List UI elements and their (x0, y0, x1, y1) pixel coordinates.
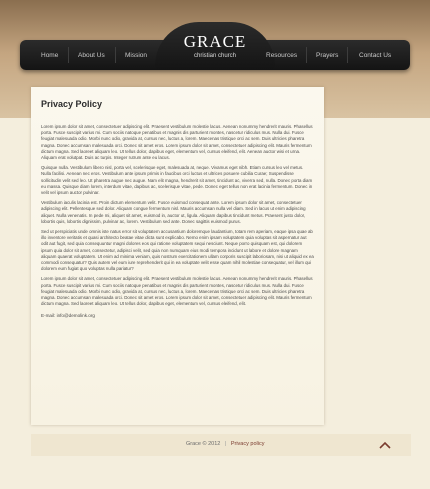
nav-item-contact-us[interactable]: Contact Us (359, 52, 392, 59)
nav-item-mission[interactable]: Mission (125, 52, 148, 59)
nav-item-prayers[interactable]: Prayers (316, 52, 339, 59)
policy-paragraph: Quisque nulla. Vestibulum libero nisl, porta vel, scelerisque eget, malesuada at, neque. Vivamus eget nibh. Etiam cursus leo vel metus. Nulla facilisi. Aenean nec eros. Vestibulum ante ipsum primis in faucibus orci luctus et ultrices posuere cubilia Curae; Suspendisse sollicitudin velit sed leo. Ut pharetra augue nec augue. Nam elit magna, hendrerit sit amet, tincidunt ac, viverra sed, nulla. Donec porta diam eu massa. Quisque diam lorem, interdum vitae, dapibus ac, scelerisque vitae, pede. Donec eget tellus non erat lacinia fermentum. Donec in velit vel ipsum auctor pulvinar. (41, 165, 313, 196)
chevron-up-icon[interactable] (379, 440, 391, 450)
nav-divider (115, 47, 116, 63)
privacy-policy-link[interactable]: Privacy policy (230, 441, 265, 447)
policy-paragraph: Sed ut perspiciatis unde omnis iste natus error sit voluptatem accusantium doloremque laudantium, totam rem aperiam, eaque ipsa quae ab illo inventore veritatis et quasi architecto beatae vitae dicta sunt explicabo. Nemo enim ipsam voluptatem quia voluptas sit aspernatur aut odit aut fugit, sed quia consequuntur magni dolores eos qui ratione voluptatem sequi nesciunt. Neque porro quisquam est, qui dolorem ipsum quia dolor sit amet, consectetur, adipisci velit, sed quia non numquam eius modi tempora incidunt ut labore et dolore magnam aliquam quaerat voluptatem. Ut enim ad minima veniam, quis nostrum exercitationem ullam corporis suscipit laboriosam, nisi ut aliquid ex ea commodi consequatur? Quis autem vel eum iure reprehenderit qui in ea voluptate velit esse quam nihil molestiae consequatur, vel illum qui dolorem eum fugiat quo voluptas nulla pariatur? (41, 229, 314, 272)
footer-separator: | (224, 441, 227, 447)
nav-item-home[interactable]: Home (41, 52, 59, 59)
footer (31, 434, 411, 456)
logo-subtitle: christian church (193, 53, 237, 59)
nav-divider (306, 47, 307, 63)
content-panel (31, 87, 324, 425)
policy-paragraph: Lorem ipsum dolor sit amet, consectetuer adipiscing elit. Praesent vestibulum molestie lacus. Aenean nonummy hendrerit mauris. Phasellus porta. Fusce suscipit varius mi. Cum sociis natoque penatibus et magnis dis parturient montes, nascetur ridiculus mus. Nulla dui. Fusce feugiat malesuada odio. Morbi nunc odio, gravida at, cursus nec, luctus a, lorem. Maecenas tristique orci ac sem. Duis ultricies pharetra magna. Donec accumsan malesuada orci. Donec sit amet eros. Lorem ipsum dolor sit amet, consectetuer adipiscing elit. Mauris fermentum dictum magna. Sed laoreet aliquam leo. Ut tellus dolor, dapibus eget, elementum vel, cursus eleifend, elit. (41, 276, 313, 307)
contact-email: E-mail: info@demolink.org (41, 313, 95, 319)
nav-divider (347, 47, 348, 63)
policy-paragraph: Lorem ipsum dolor sit amet, consectetuer adipiscing elit. Praesent vestibulum molestie lacus. Aenean nonummy hendrerit mauris. Phasellus porta. Fusce suscipit varius mi. Cum sociis natoque penatibus et magnis dis parturient montes, nascetur ridiculus mus. Nulla dui. Fusce feugiat malesuada odio. Morbi nunc odio, gravida at, cursus nec, luctus a, lorem. Maecenas tristique orci ac sem. Duis ultricies pharetra magna. Donec accumsan malesuada orci. Donec sit amet eros. Lorem ipsum dolor sit amet, consectetuer adipiscing elit. Mauris fermentum dictum magna. Sed laoreet aliquam leo. Ut tellus dolor, dapibus eget, elementum vel, cursus eleifend, elit. Aenean auctor wisi et urna. Aliquam erat volutpat. Duis ac turpis. Integer rutrum ante eu lacus. (41, 124, 313, 161)
nav-divider (68, 47, 69, 63)
nav-item-about-us[interactable]: About Us (78, 52, 105, 59)
copyright-text: Grace © 2012 (186, 441, 221, 447)
policy-paragraph: Vestibulum iaculis lacinia est. Proin dictum elementum velit. Fusce euismod consequat ante. Lorem ipsum dolor sit amet, consectetuer adipiscing elit. Pellentesque sed dolor. Aliquam congue fermentum nisl. Mauris accumsan nulla vel diam. Sed in lacus ut enim adipiscing aliquet. Nulla venenatis. In pede mi, aliquet sit amet, euismod in, auctor ut, ligula. Aliquam dapibus tincidunt metus. Praesent justo dolor, lobortis quis, lobortis dignissim, pulvinar ac, lorem. Vestibulum sed ante. Donec sagittis euismod purus. (41, 200, 306, 224)
footer-copyright-line (186, 441, 264, 447)
site-logo[interactable] (155, 32, 275, 60)
nav-item-resources[interactable]: Resources (266, 52, 298, 59)
logo-title: GRACE (183, 32, 247, 51)
page-title: Privacy Policy (41, 99, 103, 109)
